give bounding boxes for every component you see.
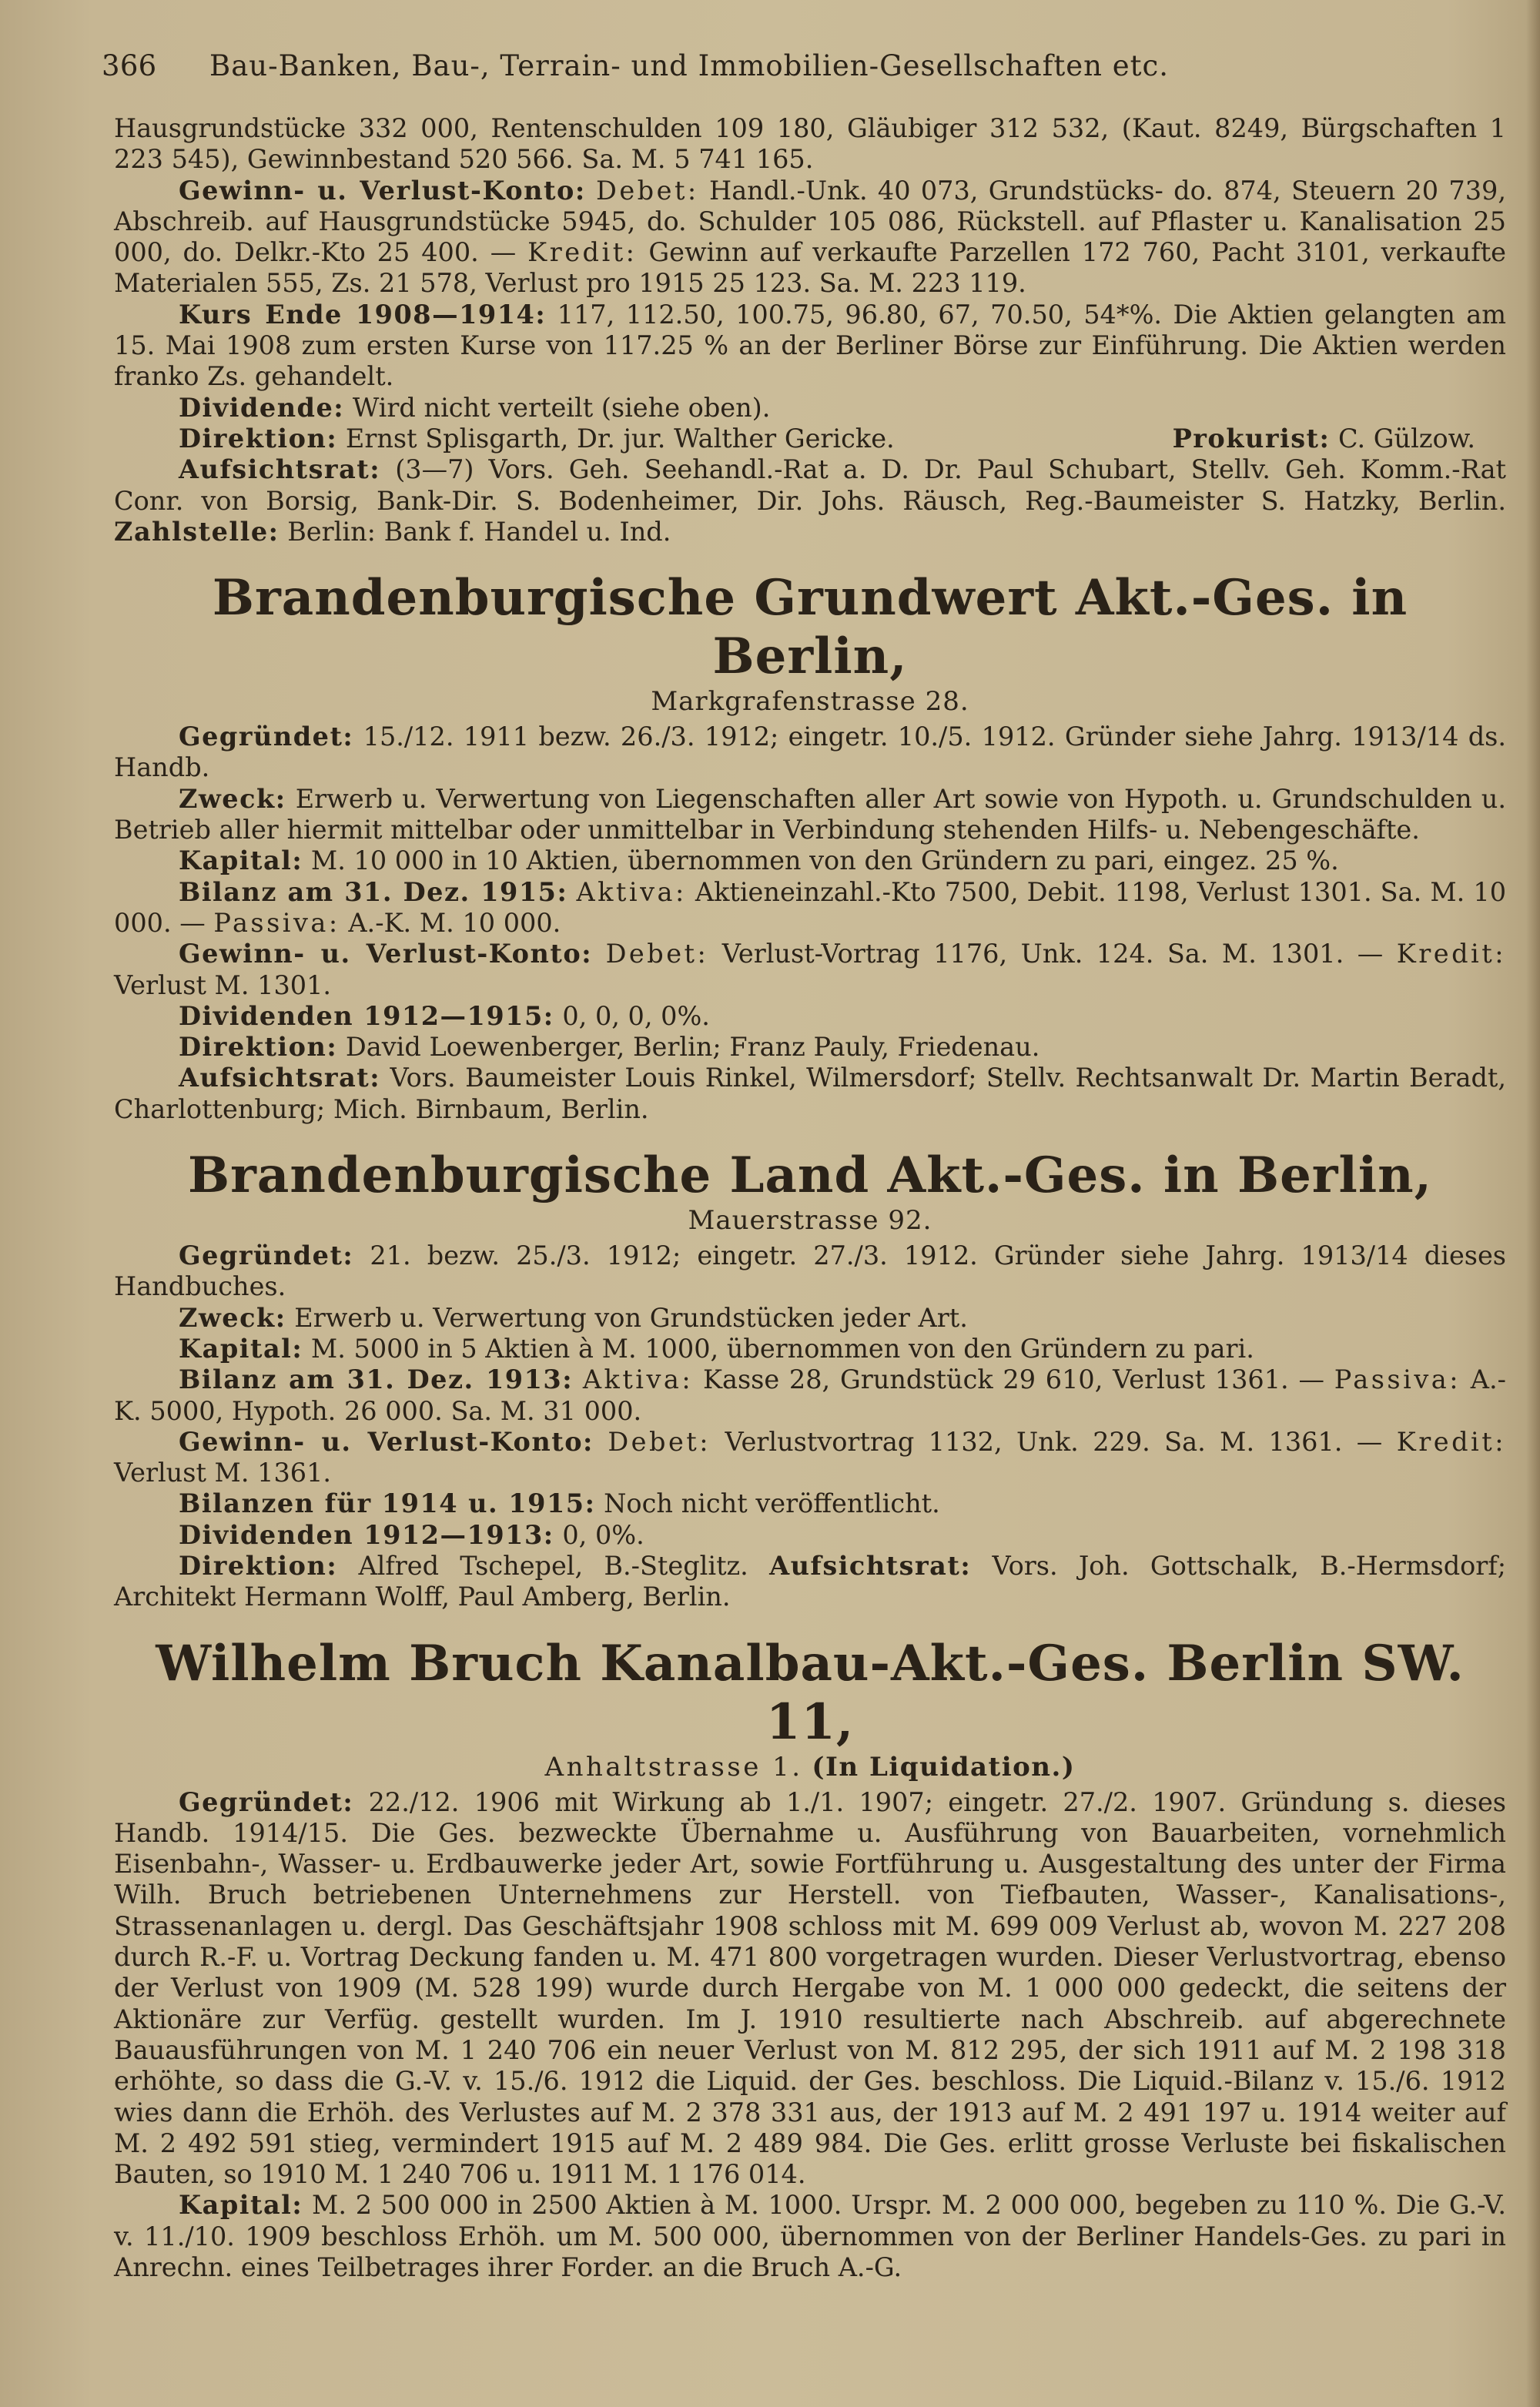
company-name: Brandenburgische Grundwert Akt.-Ges. in Berlin, [212,569,1408,686]
debet-text: Handl.-Unk. 40 073, Grundstücks- do. 874, Steuern 20 739, Abschreib. auf Hausgrundstücke 5945, do. Schulder 105 086, Rückstell. auf Pflaster u. Kanalisation 25 000, do. Delkr.-Kto 25 400. — [114,175,1506,268]
kapital-label: Kapital: [179,845,303,876]
aufsichtsrat-label: Aufsichtsrat: [179,1063,381,1093]
gegruendet-text: 22./12. 1906 mit Wirkung ab 1./1. 1907; eingetr. 27./2. 1907. Gründung s. dieses Handb. 1914/15. Die Ges. bezweckte Übernahme u. Ausführung von Bauarbeiten, vornehmlich Eisenbahn-, Wasser- u. Erdbauwerke jeder Art, sowie Fortführung u. Ausgestaltung des unter der Firma Wilh. Bruch betriebenen Unternehmens zur Herstell. von Tiefbauten, Wasser-, Kanalisations-, Strassenanlagen u. dergl. Das Geschäftsjahr 1908 schloss mit M. 699 009 Verlust ab, wovon M. 227 208 durch R.-F. u. Vortrag Deckung fanden u. M. 471 800 vorgetragen wurden. Dieser Verlustvortrag, ebenso der Verlust von 1909 (M. 528 199) wurde durch Hergabe von M. 1 000 000 gedeckt, die seitens der Aktionäre zur Verfüg. gestellt wurden. Im J. 1910 resultierte nach Abschreib. auf abgerechnete Bauausführungen von M. 1 240 706 ein neuer Verlust von M. 812 295, der sich 1911 auf M. 2 198 318 erhöhte, so dass die G.-V. v. 15./6. 1912 die Liquid. der Ges. beschloss. Die Liquid.-Bilanz v. 15./6. 1912 wies dann die Erhöh. des Verlustes auf M. 2 378 331 aus, der 1913 auf M. 2 491 197 u. 1914 weiter auf M. 2 492 591 stieg, vermindert 1915 auf M. 2 489 984. Die Ges. erlitt grosse Verluste bei fiskalischen Bauten, so 1910 M. 1 240 706 u. 1911 M. 1 176 014. [114,1786,1506,2190]
kapital-paragraph [114,2190,1506,2283]
direktion-label: Direktion: [179,1032,338,1063]
gegruendet-label: Gegründet: [179,1240,354,1271]
guv-label: Gewinn- u. Verlust-Konto: [179,175,586,206]
bilanzen-label: Bilanzen für 1914 u. 1915: [179,1488,596,1519]
gegruendet-paragraph [114,1787,1506,2191]
kurs-text: 117, 112.50, 100.75, 96.80, 67, 70.50, 54*%. Die Aktien gelangten am 15. Mai 1908 zum ersten Kurse von 117.25 % an der Berliner Börse zur Einführung. Die Aktien werden franko Zs. gehandelt. [114,299,1506,392]
kapital-paragraph [114,1334,1506,1364]
zweck-text: Erwerb u. Verwertung von Liegenschaften aller Art sowie von Hypoth. u. Grundschulden u. Betrieb aller hiermit mittelbar oder unmittelbar in Verbindung stehenden Hilfs- u. Nebengeschäfte. [114,783,1506,845]
direktion-label: Direktion: [179,423,338,454]
kapital-text: M. 10 000 in 10 Aktien, übernommen von den Gründern zu pari, eingez. 25 %. [310,845,1339,876]
direktion-text: Alfred Tschepel, B.-Steglitz. [358,1550,748,1581]
dividenden-paragraph [114,1520,1506,1551]
dividenden-paragraph [114,1001,1506,1032]
liquidation-note: (In Liquidation.) [812,1751,1076,1783]
zahlstelle-label: Zahlstelle: [114,516,280,547]
direktion-label: Direktion: [179,1550,338,1581]
prokurist-group [1108,423,1475,454]
dividende-label: Dividende: [179,392,345,423]
kredit-text: Verlust M. 1361. [114,1458,332,1488]
debet-label: Debet: [605,939,709,969]
gegruendet-text: 21. bezw. 25./3. 1912; eingetr. 27./3. 1912. Gründer siehe Jahrg. 1913/14 dieses Handbuches. [114,1240,1506,1302]
kurs-paragraph [114,300,1506,393]
entry-wilhelm-bruch [114,1635,1506,2284]
bilanz-paragraph [114,1364,1506,1427]
running-title: Bau-Banken, Bau-, Terrain- und Immobilien-Gesellschaften etc. [209,49,1169,82]
dividenden-text: 0, 0, 0, 0%. [562,1000,710,1031]
direktion-text: Ernst Splisgarth, Dr. jur. Walther Gericke. [345,423,895,454]
passiva-label: Passiva: [1334,1364,1461,1395]
address-text: Anhaltstrasse 1. [544,1751,803,1783]
aktiva-label: Aktiva: [576,876,687,907]
gegruendet-label: Gegründet: [179,721,354,752]
aufsichtsrat-text: Vors. Baumeister Louis Rinkel, Wilmersdorf; Stellv. Rechtsanwalt Dr. Martin Beradt, Charlottenburg; Mich. Birnbaum, Berlin. [114,1063,1507,1124]
entry-continued [114,113,1506,547]
aufsichtsrat-paragraph [114,454,1506,547]
direktion-text: David Loewenberger, Berlin; Franz Pauly, Friedenau. [345,1032,1040,1063]
dividenden-label: Dividenden 1912—1915: [179,1000,554,1031]
bilanzen-text: Noch nicht veröffentlicht. [604,1488,940,1519]
kredit-label: Kredit: [1396,939,1506,969]
kapital-label: Kapital: [179,2190,303,2221]
zweck-paragraph [114,784,1506,846]
kredit-text: Verlust M. 1301. [114,969,332,1000]
gegruendet-text: 15./12. 1911 bezw. 26./3. 1912; eingetr. 10./5. 1912. Gründer siehe Jahrg. 1913/14 ds. Handb. [114,721,1506,783]
kapital-text: M. 2 500 000 in 2500 Aktien à M. 1000. Urspr. M. 2 000 000, begeben zu 110 %. Die G.-V. v. 11./10. 1909 beschloss Erhöh. um M. 500 000, übernommen von der Berliner Handels-Ges. zu pari in Anrechn. eines Teilbetrages ihrer Forder. an die Bruch A.-G. [114,2190,1506,2283]
debet-text: Verlust-Vortrag 1176, Unk. 124. Sa. M. 1301. — [721,939,1384,969]
guv-label: Gewinn- u. Verlust-Konto: [179,939,593,969]
guv-paragraph [114,1427,1506,1489]
page-number: 366 [102,49,157,82]
bilanz-paragraph [114,877,1506,939]
debet-label: Debet: [595,175,699,206]
gegruendet-paragraph [114,721,1506,784]
zahlstelle-text: Berlin: Bank f. Handel u. Ind. [287,516,671,547]
zweck-label: Zweck: [179,1302,286,1333]
debet-text: Verlustvortrag 1132, Unk. 229. Sa. M. 1361. — [725,1426,1383,1457]
dividende-text: Wird nicht verteilt (siehe oben). [352,392,771,423]
zweck-text: Erwerb u. Verwertung von Grundstücken jeder Art. [294,1302,968,1333]
guv-paragraph [114,939,1506,1001]
zweck-label: Zweck: [179,783,286,814]
zweck-paragraph [114,1303,1506,1334]
aufsichtsrat-text: Vors. Joh. Gottschalk, B.-Hermsdorf; Architekt Hermann Wolff, Paul Amberg, Berlin. [114,1550,1507,1612]
aktiva-text: Kasse 28, Grundstück 29 610, Verlust 1361. — [702,1364,1324,1395]
passiva-text: A.-K. 5000, Hypoth. 26 000. Sa. M. 31 000. [114,1364,1506,1426]
dividende-paragraph [114,393,1506,423]
aktiva-label: Aktiva: [582,1364,694,1395]
bilanz-label: Bilanz am 31. Dez. 1915: [179,876,568,907]
gegruendet-paragraph [114,1240,1506,1303]
passiva-text: A.-K. M. 10 000. [348,907,561,938]
aufsichtsrat-paragraph [114,1063,1506,1125]
kapital-paragraph [114,845,1506,876]
company-name: Wilhelm Bruch Kanalbau-Akt.-Ges. Berlin SW. 11, [156,1634,1465,1751]
kurs-label: Kurs Ende 1908—1914: [179,299,547,330]
kredit-label: Kredit: [527,237,638,268]
prokurist-label: Prokurist: [1172,423,1331,454]
aufsichtsrat-label: Aufsichtsrat: [179,454,381,485]
entry-brandenburgische-land [114,1147,1506,1613]
aufsichtsrat-label: Aufsichtsrat: [769,1550,972,1581]
aufsichtsrat-text: (3—7) Vors. Geh. Seehandl.-Rat a. D. Dr. Paul Schubart, Stellv. Geh. Komm.-Rat Conr. von Borsig, Bank-Dir. S. Bodenheimer, Dir. Johs. Räusch, Reg.-Baumeister S. Hatzky, Berlin. [114,454,1507,516]
gegruendet-label: Gegründet: [179,1786,354,1817]
company-address [114,1752,1506,1783]
kredit-text: Gewinn auf verkaufte Parzellen 172 760, Pacht 3101, verkaufte Materialen 555, Zs. 21 578, Verlust pro 1915 25 123. Sa. M. 223 119. [114,237,1506,299]
guv-label: Gewinn- u. Verlust-Konto: [179,1426,594,1457]
passiva-label: Passiva: [213,907,340,938]
debet-label: Debet: [608,1426,711,1457]
direktion-paragraph [114,1032,1506,1063]
guv-paragraph [114,176,1506,300]
company-name: Brandenburgische Land Akt.-Ges. in Berlin, [188,1147,1432,1205]
entry-brandenburgische-grundwert [114,569,1506,1125]
direktion-aufsichtsrat-paragraph [114,1551,1506,1613]
dividenden-text: 0, 0%. [562,1519,644,1550]
direktion-paragraph [114,423,1506,454]
running-header [102,49,1506,82]
dividenden-label: Dividenden 1912—1913: [179,1519,554,1550]
prokurist-text: C. Gülzow. [1338,423,1475,454]
kredit-label: Kredit: [1396,1426,1506,1457]
bilanz-label: Bilanz am 31. Dez. 1913: [179,1364,574,1395]
bilanzen-paragraph [114,1488,1506,1519]
kapital-label: Kapital: [179,1333,303,1364]
direktion-group [114,423,895,454]
company-address: Markgrafenstrasse 28. [651,686,969,718]
company-address: Mauerstrasse 92. [688,1205,932,1237]
bilanz-continuation: Hausgrundstücke 332 000, Rentenschulden 109 180, Gläubiger 312 532, (Kaut. 8249, Bürgschaften 1 223 545), Gewinnbestand 520 566. Sa. M. 5 741 165. [114,113,1506,175]
kapital-text: M. 5000 in 5 Aktien à M. 1000, übernommen von den Gründern zu pari. [310,1333,1254,1364]
aktiva-text: Aktieneinzahl.-Kto 7500, Debit. 1198, Verlust 1301. Sa. M. 10 000. — [114,876,1507,938]
